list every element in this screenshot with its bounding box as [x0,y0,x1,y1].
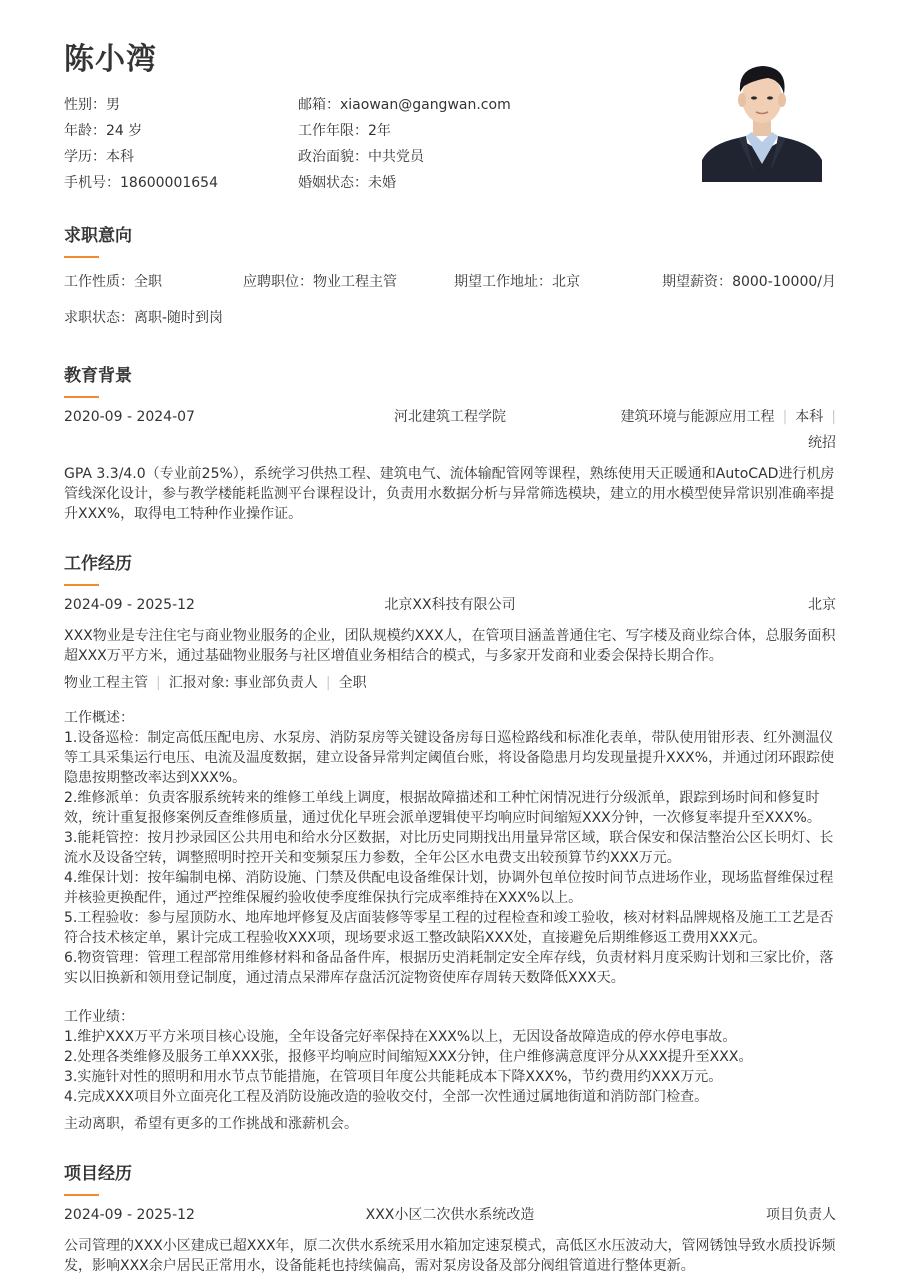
education-mode: 统招 [808,435,836,451]
section-title-project: 项目经历 [64,1164,132,1184]
work-company-description: XXX物业是专注住宅与商业物业服务的企业，团队规模约XXX人，在管项目涵盖普通住宅、写字楼及商业综合体，总服务面积超XXX万平方米，通过基础物业服务与社区增值业务相结合的模式，与多家开发商和业委会保持长期合作。 [64,628,836,664]
project-period: 2024-09 - 2025-12 [64,1207,195,1223]
work-overview-label: 工作概述： [64,710,134,726]
info-political: 政治面貌：中共党员 [298,149,424,165]
intent-job-type: 工作性质：全职 [64,274,162,290]
section-accent-bar [64,256,99,258]
portrait-image [702,52,822,182]
education-major-degree: 建筑环境与能源应用工程 | 本科 | [620,409,836,425]
section-accent-bar [64,396,99,398]
info-email: 邮箱：xiaowan@gangwan.com [298,97,511,113]
work-results-item: 2.处理各类维修及服务工单XXX张，报修平均响应时间缩短XXX分钟，住户维修满意度评分从XXX提升至XXX。 [64,1049,753,1065]
info-education: 学历：本科 [64,149,134,165]
info-gender: 性别：男 [64,97,120,113]
work-overview-item: 6.物资管理：管理工程部常用维修材料和备品备件库，根据历史消耗制定安全库存线，负责材料月度采购计划和三家比价，落实以旧换新和领用登记制度，通过清点呆滞库存盘活沉淀物资使库存周转天数降低XXX天。 [64,950,834,986]
section-title-work: 工作经历 [64,554,132,574]
candidate-name: 陈小湾 [64,42,157,77]
work-role-line: 物业工程主管 | 汇报对象: 事业部负责人 | 全职 [64,675,367,691]
education-period: 2020-09 - 2024-07 [64,409,195,425]
education-school: 河北建筑工程学院 [394,409,506,425]
work-overview [64,708,836,988]
info-marital: 婚姻状态：未婚 [298,175,396,191]
work-overview-item: 5.工程验收：参与屋顶防水、地库地坪修复及店面装修等零星工程的过程检查和竣工验收，核对材料品牌规格及施工工艺是否符合技术核定单，累计完成工程验收XXX项，现场要求返工整改缺陷XXX处，直接避免后期维修返工费用XXX元。 [64,910,834,946]
intent-position: 应聘职位：物业工程主管 [243,274,397,290]
section-accent-bar [64,1194,99,1196]
info-work-years: 工作年限：2年 [298,123,391,139]
work-overview-item: 4.维保计划：按年编制电梯、消防设施、门禁及供配电设备维保计划，协调外包单位按时间节点进场作业，现场监督维保过程并核验更换配件，通过严控维保履约验收使季度维保执行完成率维持在XXX%以上。 [64,870,834,906]
work-results-item: 3.实施针对性的照明和用水节点节能措施，在管项目年度公共能耗成本下降XXX%，节约费用约XXX万元。 [64,1069,723,1085]
work-leave-reason: 主动离职，希望有更多的工作挑战和涨薪机会。 [64,1116,358,1132]
intent-status: 求职状态：离职-随时到岗 [64,310,224,326]
work-company: 北京XX科技有限公司 [384,597,516,613]
work-results-item: 4.完成XXX项目外立面亮化工程及消防设施改造的验收交付，全部一次性通过属地街道和消防部门检查。 [64,1089,709,1105]
project-description: 公司管理的XXX小区建成已超XXX年，原二次供水系统采用水箱加定速泵模式，高低区水压波动大，管网锈蚀导致水质投诉频发，影响XXX余户居民正常用水，设备能耗也持续偏高，需对泵房设备及部分阀组管道进行整体更新。 [64,1238,836,1274]
work-overview-item: 3.能耗管控：按月抄录园区公共用电和给水分区数据，对比历史同期找出用量异常区域，联合保安和保洁整治公区长明灯、长流水及设备空转，调整照明时控开关和变频泵压力参数，全年公区水电费支出较预算节约XXX万元。 [64,830,834,866]
section-title-intent: 求职意向 [64,226,132,246]
work-results [64,1007,836,1107]
intent-location: 期望工作地址：北京 [454,274,580,290]
section-accent-bar [64,584,99,586]
intent-salary: 期望薪资：8000-10000/月 [662,274,836,290]
project-role: 项目负责人 [766,1207,836,1223]
info-phone: 手机号：18600001654 [64,175,218,191]
profile-photo [702,52,822,182]
work-city: 北京 [808,597,836,613]
work-period: 2024-09 - 2025-12 [64,597,195,613]
project-name: XXX小区二次供水系统改造 [365,1207,535,1223]
work-results-label: 工作业绩： [64,1009,134,1025]
work-overview-item: 1.设备巡检：制定高低压配电房、水泵房、消防泵房等关键设备房每日巡检路线和标准化表单，带队使用钳形表、红外测温仪等工具采集运行电压、电流及温度数据，建立设备异常判定阈值台账，将设备隐患月均发现量提升XXX%，并通过闭环跟踪使隐患按期整改率达到XXX%。 [64,730,835,786]
info-age: 年龄：24 岁 [64,123,143,139]
work-results-item: 1.维护XXX万平方米项目核心设施，全年设备完好率保持在XXX%以上，无因设备故障造成的停水停电事故。 [64,1029,737,1045]
section-title-education: 教育背景 [64,366,132,386]
work-overview-item: 2.维修派单：负责客服系统转来的维修工单线上调度，根据故障描述和工种忙闲情况进行分级派单，跟踪到场时间和修复时效，统计重复报修案例反查维修质量，通过优化早班会派单逻辑使平均响应时间缩短XXX分钟，一次修复率提升至XXX%。 [64,790,821,826]
education-description: GPA 3.3/4.0（专业前25%），系统学习供热工程、建筑电气、流体输配管网等课程，熟练使用天正暖通和AutoCAD进行机房管线深化设计，参与教学楼能耗监测平台课程设计，负责用水数据分析与异常筛选模块，建立的用水模型使异常识别准确率提升XXX%，取得电工特种作业操作证。 [64,466,835,522]
